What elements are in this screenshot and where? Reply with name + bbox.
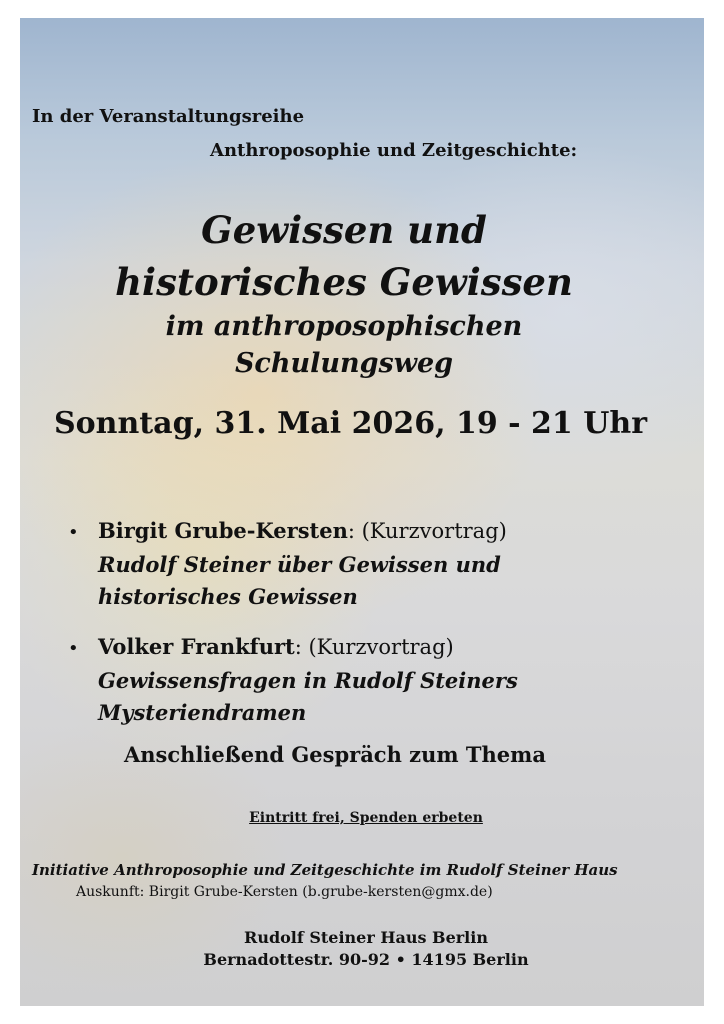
talk-title-line-1: Gewissensfragen in Rudolf Steiners (98, 668, 518, 693)
talk-title-line-1: Rudolf Steiner über Gewissen und (98, 552, 501, 577)
talk-header (98, 518, 507, 543)
talk-title-line-2: historisches Gewissen (98, 584, 358, 609)
event-date: Sonntag, 31. Mai 2026, 19 - 21 Uhr (54, 406, 648, 441)
bullet-icon: • (68, 522, 79, 543)
talk-header (98, 634, 454, 659)
venue-address: Bernadottestr. 90-92 • 14195 Berlin (203, 950, 529, 969)
talk-title-line-2: Mysteriendramen (98, 700, 307, 725)
venue-name: Rudolf Steiner Haus Berlin (244, 928, 488, 947)
organizer-initiative: Initiative Anthroposophie und Zeitgeschichte im Rudolf Steiner Haus (32, 861, 618, 879)
bullet-icon: • (68, 638, 79, 659)
subtitle-line-1: im anthroposophischen (165, 311, 523, 342)
speaker-name: Volker Frankfurt (98, 634, 295, 659)
subtitle-line-2: Schulungsweg (234, 348, 454, 379)
talk-type: : (Kurzvortrag) (294, 635, 454, 659)
title-line-1: Gewissen und (201, 208, 487, 252)
contact-info: Auskunft: Birgit Grube-Kersten (b.grube-kersten@gmx.de) (76, 884, 493, 900)
series-name: Anthroposophie und Zeitgeschichte: (210, 140, 578, 161)
talk-type: : (Kurzvortrag) (347, 519, 507, 543)
event-poster (20, 18, 704, 1006)
series-intro: In der Veranstaltungsreihe (32, 106, 305, 127)
speaker-name: Birgit Grube-Kersten (98, 518, 348, 543)
title-line-2: historisches Gewissen (115, 260, 573, 304)
entry-note: Eintritt frei, Spenden erbeten (249, 810, 483, 826)
discussion-note: Anschließend Gespräch zum Thema (124, 742, 546, 767)
